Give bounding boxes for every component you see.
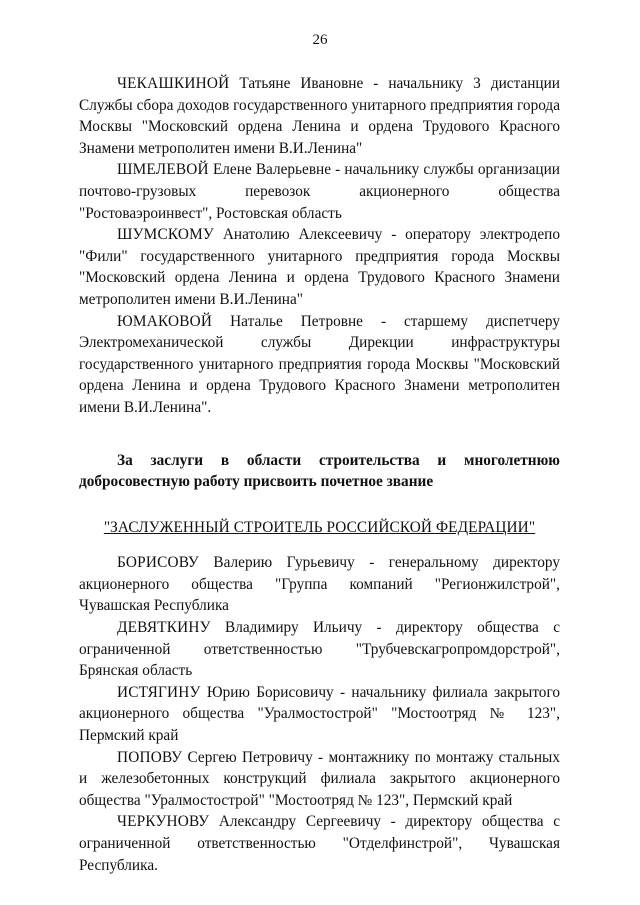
recipient-surname: БОРИСОВУ: [117, 554, 199, 572]
recipient-surname: ШУМСКОМУ: [117, 226, 214, 244]
recipient-surname: ДЕВЯТКИНУ: [117, 619, 211, 637]
recipient-details: Татьяне Ивановне - начальнику 3 дистанции Службы сбора доходов государственного унитарного предприятия города Москвы "Московский ордена Ленина и ордена Трудового Красного Знамени метрополитен имени В.И.Ленина": [79, 75, 560, 157]
section-heading: За заслуги в области строительства и многолетнюю добросовестную работу присвоить почетное звание: [79, 451, 560, 491]
recipient-details: Наталье Петровне - старшему диспетчеру Электромеханической службы Дирекции инфраструктуры государственного унитарного предприятия города Москвы "Московский ордена Ленина и ордена Трудового Красного Знамени метрополитен имени В.И.Ленина".: [79, 312, 560, 416]
award-entry-borisov: [79, 552, 560, 617]
document-body: [79, 73, 560, 876]
award-entry-chekashkina: [79, 73, 560, 159]
recipient-details: Сергею Петровичу - монтажнику по монтажу стальных и железобетонных конструкций филиала закрытого акционерного общества "Уралмостострой" "Мостоотряд № 123", Пермский край: [79, 748, 560, 809]
recipient-details: Юрию Борисовичу - начальнику филиала закрытого акционерного общества "Уралмостострой" "Мостоотряд № 123", Пермский край: [79, 683, 560, 745]
recipient-details: Елене Валерьевне - начальнику службы организации почтово-грузовых перевозок акционерного общества "Ростоваэроинвест", Ростовская область: [79, 161, 560, 222]
honorary-title: "ЗАСЛУЖЕННЫЙ СТРОИТЕЛЬ РОССИЙСКОЙ ФЕДЕРАЦИИ": [103, 518, 536, 536]
recipient-details: Александру Сергеевичу - директору общества с ограниченной ответственностью "Отделфинстрой", Чувашская Республика.: [79, 813, 560, 874]
recipient-surname: ЧЕКАШКИНОЙ: [117, 75, 230, 92]
page-number: 26: [312, 32, 328, 48]
recipient-surname: ПОПОВУ: [117, 748, 183, 766]
award-entry-popov: [79, 747, 560, 812]
award-entry-cherkunov: [79, 811, 560, 876]
award-entry-yumakova: [79, 311, 560, 419]
award-entry-devyatkin: [79, 617, 560, 682]
recipient-surname: ИСТЯГИНУ: [117, 683, 201, 701]
recipient-details: Владимиру Ильичу - директору общества с ограниченной ответственностью "Трубчевскагропромдорстрой", Брянская область: [79, 619, 560, 680]
recipient-details: Анатолию Алексеевичу - оператору электродепо "Фили" государственного унитарного предприятия города Москвы "Московский ордена Ленина и ордена Трудового Красного Знамени метрополитен имени В.И.Ленина": [79, 226, 560, 308]
award-entry-istyagin: [79, 682, 560, 747]
award-entry-shumsky: [79, 224, 560, 310]
award-entry-shmeleva: [79, 159, 560, 224]
recipient-details: Валерию Гурьевичу - генеральному директору акционерного общества "Группа компаний "Регионжилстрой", Чувашская Республика: [79, 554, 560, 615]
recipient-surname: ЧЕРКУНОВУ: [117, 813, 210, 831]
recipient-surname: ШМЕЛЕВОЙ: [117, 161, 209, 179]
recipient-surname: ЮМАКОВОЙ: [117, 312, 213, 330]
